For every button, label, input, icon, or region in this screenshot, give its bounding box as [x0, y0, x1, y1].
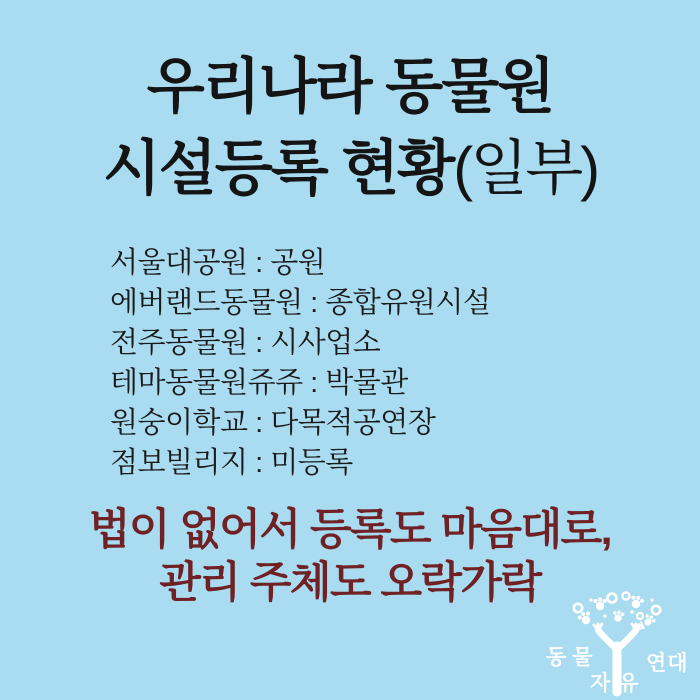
separator: :	[247, 447, 271, 479]
key-message-line1: 법이 없어서 등록도 마음대로,	[88, 506, 612, 554]
zoo-name: 서울대공원	[110, 247, 248, 279]
registration-row	[110, 323, 490, 363]
org-name-right: 연대	[646, 652, 689, 675]
page-title-line2-light: (일부)	[453, 135, 598, 202]
registration-type: 미등록	[270, 447, 353, 479]
zoo-name: 전주동물원	[110, 327, 248, 359]
registration-type: 공원	[270, 247, 326, 279]
page-title-line2	[0, 128, 700, 210]
separator: :	[302, 367, 326, 399]
registration-type: 다목적공연장	[270, 407, 436, 439]
key-message-line2: 관리 주체도 오락가락	[159, 559, 541, 607]
zoo-name: 테마동물원쥬쥬	[110, 367, 303, 399]
registration-row	[110, 363, 490, 403]
page-title-line1: 우리나라 동물원	[146, 53, 554, 120]
separator: :	[247, 327, 271, 359]
registration-type: 시사업소	[270, 327, 381, 359]
org-logo	[544, 588, 692, 700]
registration-row	[110, 283, 490, 323]
registration-list	[110, 243, 490, 483]
separator: :	[302, 287, 326, 319]
separator: :	[247, 247, 271, 279]
registration-type: 박물관	[325, 367, 408, 399]
paw-heart-tree-icon	[544, 588, 692, 700]
registration-row	[110, 443, 490, 483]
org-name-left: 동물	[546, 646, 599, 669]
zoo-name: 에버랜드동물원	[110, 287, 303, 319]
org-name-bottom: 자유	[590, 672, 647, 695]
registration-row	[110, 403, 490, 443]
registration-type: 종합유원시설	[325, 287, 491, 319]
registration-row	[110, 243, 490, 283]
separator: :	[247, 407, 271, 439]
zoo-name: 원숭이학교	[110, 407, 248, 439]
page-title	[0, 46, 700, 210]
zoo-name: 점보빌리지	[110, 447, 248, 479]
page-title-line2-strong: 시설등록 현황	[102, 135, 454, 202]
